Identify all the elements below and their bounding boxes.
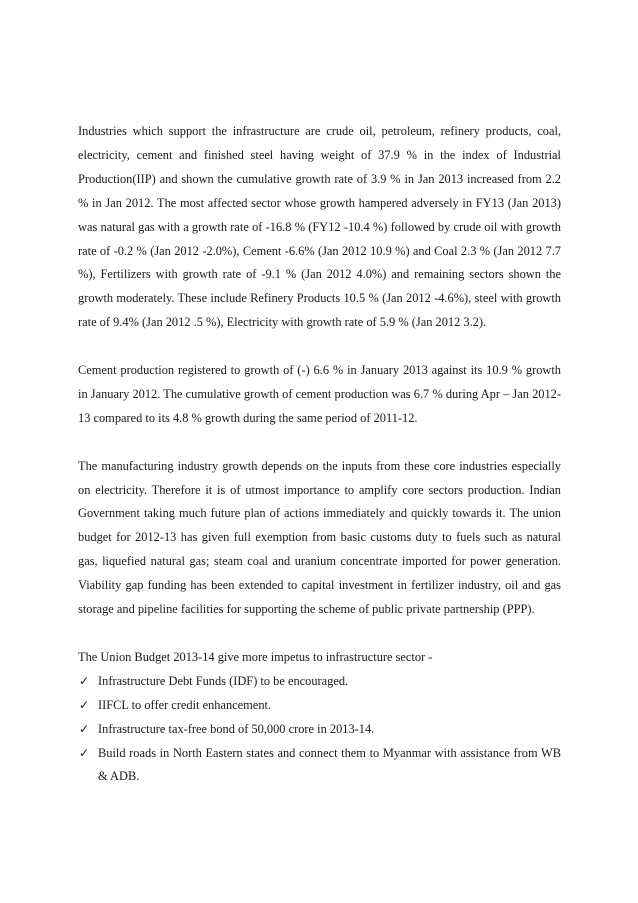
checkmark-icon: ✓ <box>79 745 90 760</box>
list-item <box>78 694 561 718</box>
paragraph-manufacturing-growth: The manufacturing industry growth depends on the inputs from these core industries especially on electricity. Therefore it is of utmost importance to amplify core sectors production. Indian Government taking much future plan of actions immediately and quickly towards it. The union budget for 2012-13 has given full exemption from basic customs duty to fuels such as natural gas, liquefied natural gas; steam coal and uranium concentrate imported for power generation. Viability gap funding has been extended to capital investment in fertilizer industry, oil and gas storage and pipeline facilities for supporting the scheme of public private partnership (PPP). <box>78 458 561 617</box>
paragraph-union-budget-intro: The Union Budget 2013-14 give more impetus to infrastructure sector - <box>78 649 433 664</box>
paragraph-cement-production: Cement production registered to growth of (-) 6.6 % in January 2013 against its 10.9 % growth in January 2012. The cumulative growth of cement production was 6.7 % during Apr – Jan 2012-13 compared to its 4.8 % growth during the same period of 2011-12. <box>78 363 561 425</box>
checkmark-icon: ✓ <box>79 673 90 688</box>
budget-checklist <box>78 670 561 790</box>
checkmark-icon: ✓ <box>79 697 90 712</box>
list-item-text: Infrastructure Debt Funds (IDF) to be encouraged. <box>98 673 349 688</box>
list-item <box>78 742 561 790</box>
list-item <box>78 718 561 742</box>
list-item-text: Infrastructure tax-free bond of 50,000 crore in 2013-14. <box>98 721 375 736</box>
document-body <box>78 120 561 789</box>
checkmark-icon: ✓ <box>79 721 90 736</box>
paragraph-infrastructure-industries: Industries which support the infrastructure are crude oil, petroleum, refinery products, coal, electricity, cement and finished steel having weight of 37.9 % in the index of Industrial Production(IIP) and shown the cumulative growth rate of 3.9 % in Jan 2013 increased from 2.2 % in Jan 2012. The most affected sector whose growth hampered adversely in FY13 (Jan 2013) was natural gas with a growth rate of -16.8 % (FY12 -10.4 %) followed by crude oil with growth rate of -0.2 % (Jan 2012 -2.0%), Cement -6.6% (Jan 2012 10.9 %) and Coal 2.3 % (Jan 2012 7.7 %), Fertilizers with growth rate of -9.1 % (Jan 2012 4.0%) and remaining sectors shown the growth moderately. These include Refinery Products 10.5 % (Jan 2012 -4.6%), steel with growth rate of 9.4% (Jan 2012 .5 %), Electricity with growth rate of 5.9 % (Jan 2012 3.2). <box>78 124 561 330</box>
list-item <box>78 670 561 694</box>
list-item-text: Build roads in North Eastern states and connect them to Myanmar with assistance from WB & ADB. <box>98 745 561 784</box>
list-item-text: IIFCL to offer credit enhancement. <box>98 697 272 712</box>
